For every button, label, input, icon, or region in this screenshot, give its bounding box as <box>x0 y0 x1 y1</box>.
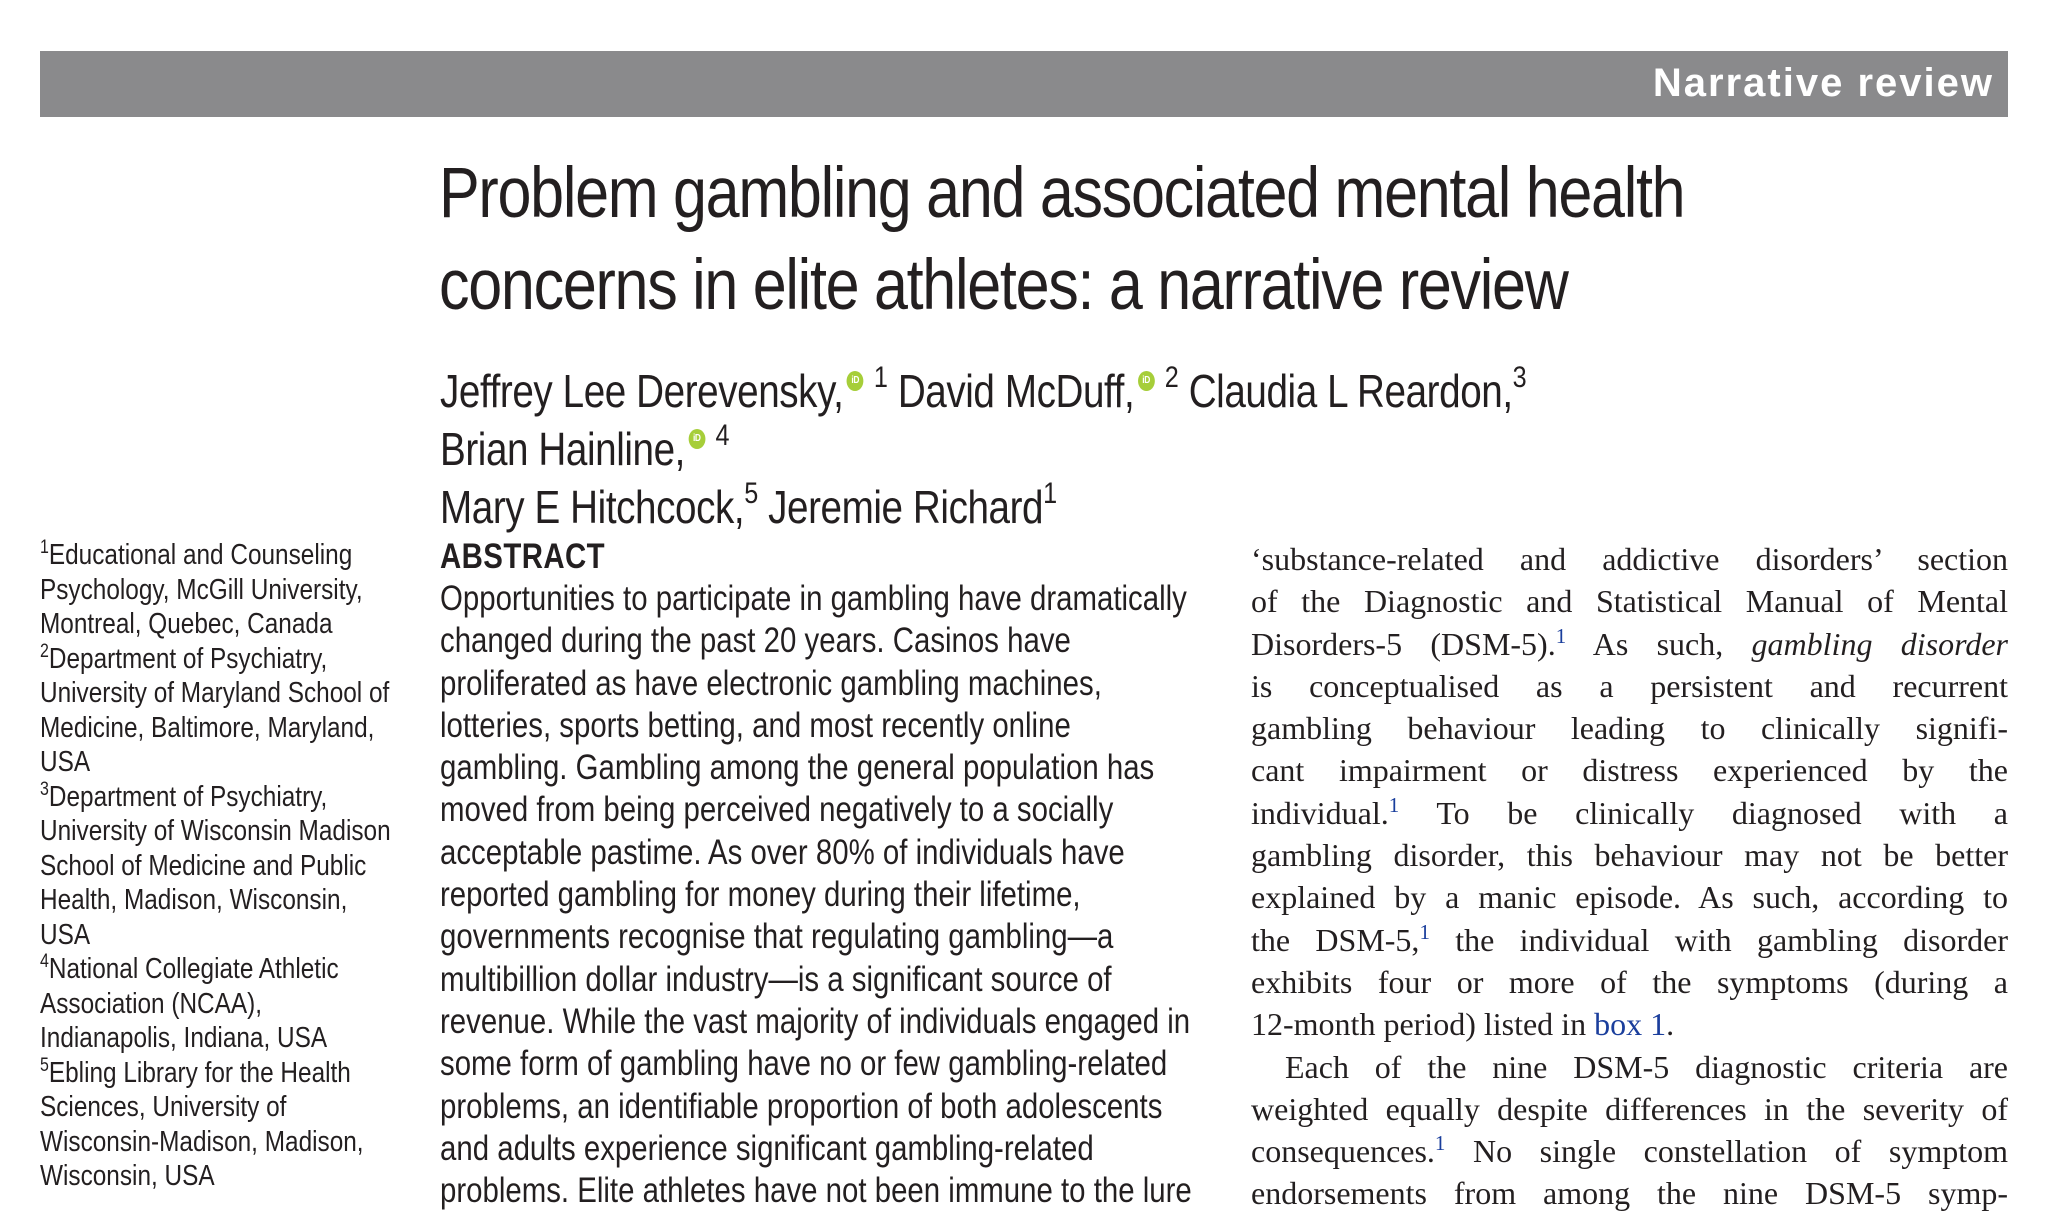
abstract-line: Opportunities to participate in gambling have dramatically <box>440 579 1187 618</box>
author[interactable] <box>1188 361 1527 417</box>
title-line-1: Problem gambling and associated mental health <box>439 154 1685 233</box>
affiliation-line: Ebling Library for the Health <box>48 1056 351 1089</box>
affiliation-line: USA <box>40 746 91 778</box>
author[interactable] <box>768 477 1057 533</box>
abstract-line: problems, an identifiable proportion of both adolescents <box>440 1086 1163 1126</box>
body-line: exhibits four or more of the symptoms (during a <box>1251 963 2008 1000</box>
affiliation-line: Association (NCAA), <box>40 987 263 1020</box>
orcid-icon[interactable]: iD <box>1138 371 1155 391</box>
title-line-2: concerns in elite athletes: a narrative review <box>439 246 1568 325</box>
author-affiliation-number: 5 <box>744 477 758 510</box>
author-affiliation-number: 2 <box>1164 361 1179 394</box>
body-line: gambling disorder, this behaviour may not be better <box>1251 837 2008 874</box>
abstract-line: lotteries, sports betting, and most recently online <box>440 705 1071 745</box>
orcid-icon[interactable]: iD <box>688 429 705 449</box>
body-line: weighted equally despite differences in the severity of <box>1251 1090 2008 1127</box>
author-affiliation-number: 1 <box>873 361 888 394</box>
affiliation-line: Educational and Counseling <box>48 539 353 571</box>
author[interactable] <box>440 419 730 475</box>
body-text-column <box>1251 538 2008 1215</box>
article-title <box>439 148 1781 332</box>
article-type-label: Narrative review <box>1652 61 1994 105</box>
affiliation-line: Department of Psychiatry, <box>48 780 328 813</box>
body-line <box>1251 1003 2008 1045</box>
abstract-heading: ABSTRACT <box>440 537 606 576</box>
affiliation <box>40 642 410 780</box>
affiliation-line: USA <box>40 918 91 951</box>
affiliations <box>40 538 410 1194</box>
abstract-line: moved from being perceived negatively to a socially <box>440 790 1114 830</box>
author-name[interactable]: Brian Hainline, <box>440 423 686 475</box>
article-type-banner <box>40 51 2008 117</box>
affiliation-line: Department of Psychiatry, <box>48 642 328 675</box>
affiliation-line: Indianapolis, Indiana, USA <box>40 1022 328 1054</box>
reference-link[interactable]: 1 <box>1555 623 1567 648</box>
author-affiliation-number: 1 <box>1043 477 1057 510</box>
author[interactable] <box>440 361 888 417</box>
abstract-line: gambling. Gambling among the general population has <box>440 748 1155 788</box>
affiliation-line: Wisconsin-Madison, Madison, <box>40 1125 364 1158</box>
abstract-line: reported gambling for money during their lifetime, <box>440 875 1081 915</box>
affiliation-number: 5 <box>40 1054 49 1076</box>
affiliation-line: Sciences, University of <box>40 1091 287 1123</box>
author-name[interactable]: Jeffrey Lee Derevensky, <box>440 365 844 417</box>
body-line <box>1251 919 2008 961</box>
author-affiliation-number: 4 <box>715 419 730 452</box>
affiliation-line: National Collegiate Athletic <box>48 953 339 985</box>
body-line <box>1251 792 2008 834</box>
body-text: 12-month period) listed in <box>1251 1006 1595 1043</box>
body-text: the DSM-5, <box>1251 921 1420 958</box>
body-line <box>1251 623 2008 665</box>
body-text: As such, <box>1566 625 1752 662</box>
body-text: the individual with gambling disorder <box>1429 921 2009 958</box>
body-line: is conceptualised as a persistent and recurrent <box>1251 667 2008 704</box>
body-text: consequences. <box>1251 1133 1435 1170</box>
body-line: gambling behaviour leading to clinically signifi- <box>1251 710 2008 747</box>
affiliation-line: School of Medicine and Public <box>40 849 367 882</box>
abstract-line: and adults experience significant gambling-related <box>440 1128 1094 1168</box>
affiliation-number: 1 <box>40 537 49 558</box>
reference-link[interactable]: 1 <box>1419 919 1430 944</box>
body-line <box>1251 1130 2008 1172</box>
body-text: No single constellation of symptom <box>1445 1133 2008 1170</box>
abstract-line: revenue. While the vast majority of individuals engaged in <box>440 1001 1191 1041</box>
affiliation-line: University of Maryland School of <box>40 677 390 709</box>
box-link[interactable]: box 1 <box>1594 1006 1667 1043</box>
abstract-line: problems. Elite athletes have not been immune to the lure <box>440 1171 1192 1211</box>
abstract-line: governments recognise that regulating gambling—a <box>440 917 1114 957</box>
abstract-line: some form of gambling have no or few gambling-related <box>440 1044 1168 1084</box>
affiliation-line: University of Wisconsin Madison <box>40 815 391 847</box>
abstract-line: acceptable pastime. As over 80% of individuals have <box>440 832 1125 872</box>
body-line: of the Diagnostic and Statistical Manual of Mental <box>1251 583 2008 620</box>
affiliation <box>40 538 410 642</box>
affiliation-number: 4 <box>40 951 49 972</box>
affiliation-line: Health, Madison, Wisconsin, <box>40 884 348 916</box>
affiliation-line: Montreal, Quebec, Canada <box>40 608 333 640</box>
author[interactable] <box>897 361 1179 417</box>
author-name[interactable]: Jeremie Richard <box>768 481 1044 533</box>
body-line: explained by a manic episode. As such, according to <box>1251 879 2008 916</box>
author-affiliation-number: 3 <box>1512 361 1527 394</box>
abstract-line: proliferated as have electronic gambling machines, <box>440 663 1102 703</box>
author[interactable] <box>440 477 758 533</box>
abstract <box>440 536 1192 1212</box>
body-line: Each of the nine DSM-5 diagnostic criteria are <box>1285 1048 2008 1085</box>
affiliation <box>40 780 410 953</box>
body-line: endorsements from among the nine DSM-5 symp- <box>1251 1175 2008 1212</box>
body-text: To be clinically diagnosed with a <box>1399 794 2008 831</box>
abstract-line: multibillion dollar industry—is a significant source of <box>440 959 1112 999</box>
emphasis-text: gambling disorder <box>1751 625 2008 662</box>
author-list <box>440 362 1750 536</box>
author-name[interactable]: Mary E Hitchcock, <box>440 481 745 533</box>
affiliation-number: 2 <box>40 640 49 662</box>
author-name[interactable]: David McDuff, <box>897 365 1135 417</box>
affiliation-line: Psychology, McGill University, <box>40 573 363 606</box>
body-line: ‘substance-related and addictive disorders’ section <box>1251 541 2008 577</box>
affiliation <box>40 952 410 1056</box>
reference-link[interactable]: 1 <box>1388 792 1400 817</box>
body-text: . <box>1666 1006 1675 1043</box>
affiliation <box>40 1056 410 1194</box>
body-line: cant impairment or distress experienced by the <box>1251 752 2008 789</box>
orcid-icon[interactable]: iD <box>847 371 864 391</box>
abstract-line: changed during the past 20 years. Casinos have <box>440 621 1071 661</box>
affiliation-line: Wisconsin, USA <box>40 1160 215 1192</box>
author-name[interactable]: Claudia L Reardon, <box>1188 365 1513 417</box>
reference-link[interactable]: 1 <box>1434 1131 1446 1156</box>
body-text: individual. <box>1251 794 1389 831</box>
body-text: Disorders-5 (DSM-5). <box>1251 625 1556 662</box>
affiliation-line: Medicine, Baltimore, Maryland, <box>40 711 375 744</box>
affiliation-number: 3 <box>40 778 49 800</box>
